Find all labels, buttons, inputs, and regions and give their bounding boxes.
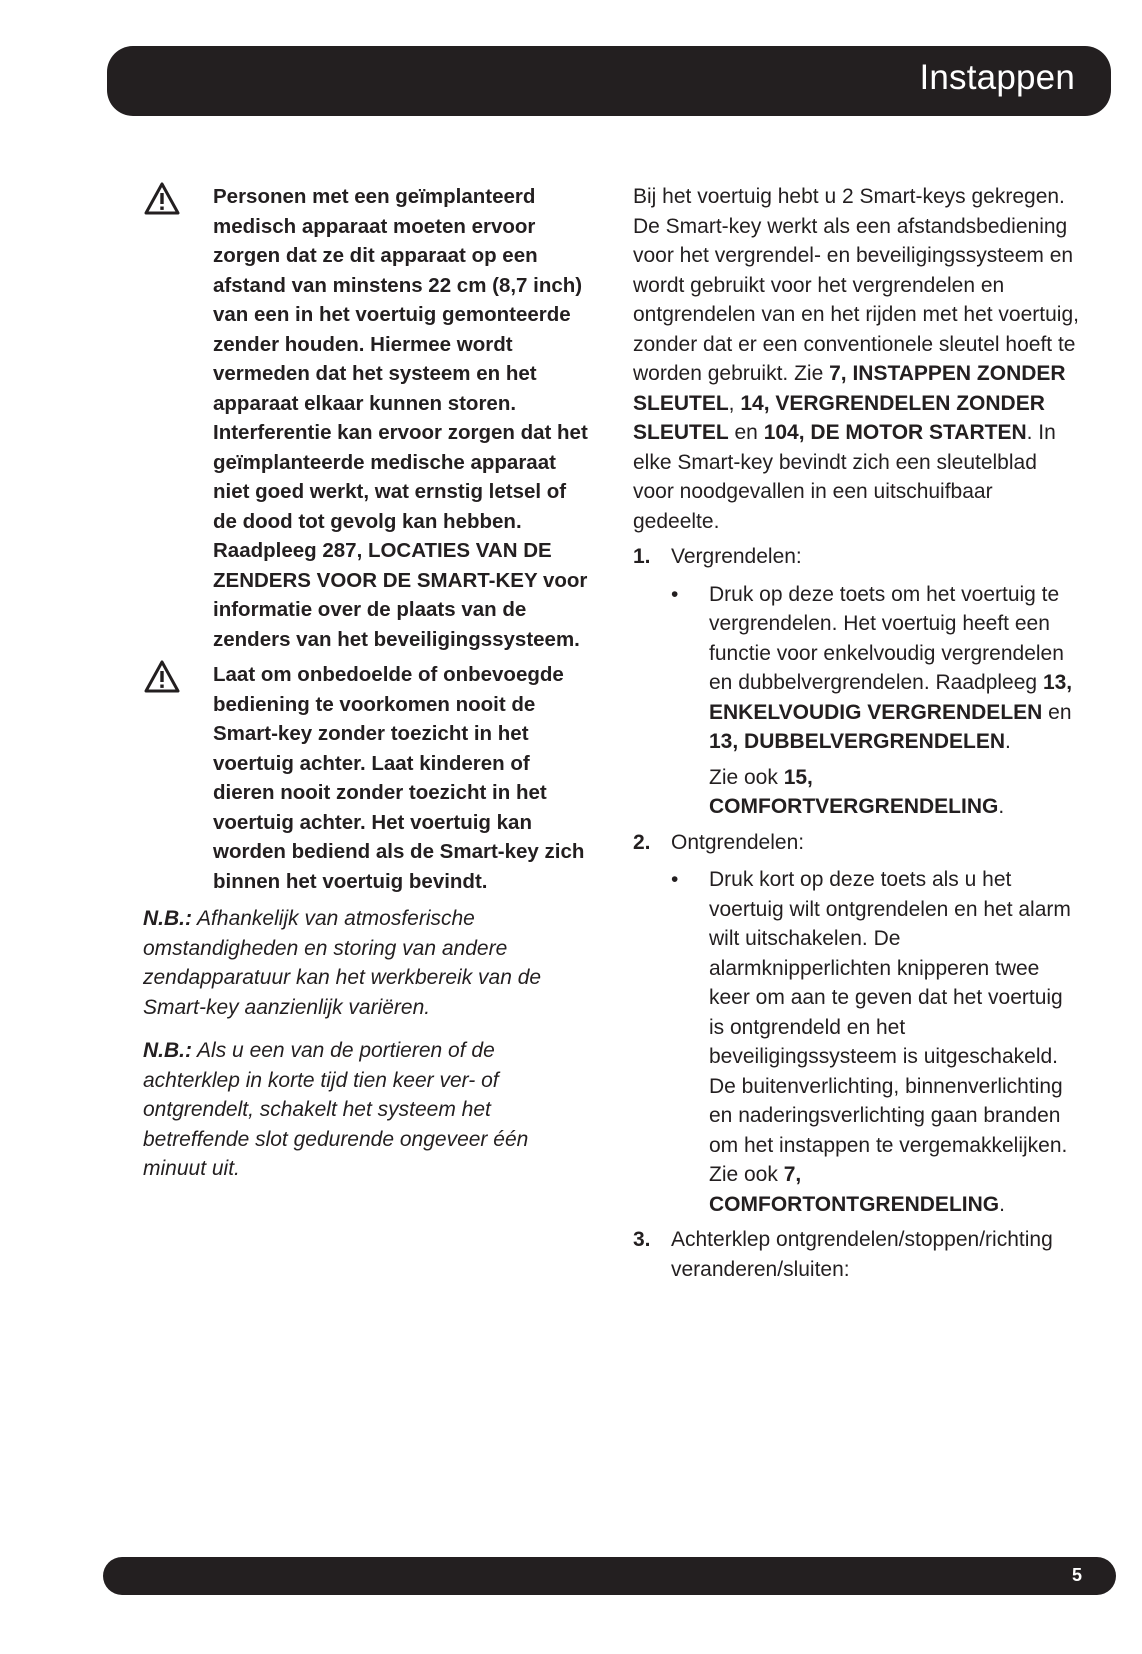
note-label: N.B.: [143, 907, 192, 930]
bullet-icon: • [671, 868, 679, 891]
cross-reference: 7, INSTAPPEN ZONDER SLEUTEL [633, 362, 1066, 415]
bullet-item [671, 580, 1083, 757]
item-title: Ontgrendelen: [671, 830, 805, 854]
intro-text: Bij het voertuig hebt u 2 Smart-keys gekregen. De Smart-key werkt als een afstandsbediening voor het vergrendel- en beveiligingssysteem en wordt gebruikt voor het vergrendelen en ontgrendelen van en het rijden met het voertuig, zonder dat er een conventionele sleutel hoeft te worden gebruikt. Zie [633, 185, 1079, 385]
warning-text: Personen met een geïmplanteerd medisch apparaat moeten ervoor zorgen dat ze dit apparaat op een afstand van minstens 22 cm (8,7 inch) van een in het voertuig gemonteerde zender houden. Hiermee wordt vermeden dat het systeem en het apparaat elkaar kunnen storen. Interferentie kan ervoor zorgen dat het geïmplanteerde medische apparaat niet goed werkt, wat ernstig letsel of de dood tot gevolg kan hebben. Raadpleeg 287, LOCATIES VAN DE ZENDERS VOOR DE SMART-KEY voor informatie over de plaats van de zenders van het beveiligingssysteem. [213, 185, 588, 651]
warning-triangle-icon [143, 659, 181, 695]
item-number: 1. [633, 545, 651, 568]
intro-text: . In elke Smart-key bevindt zich een sleutelblad voor noodgevallen in een uitschuifbaar gedeelte. [633, 421, 1056, 533]
bullet-item [671, 865, 1083, 1219]
cross-reference: 15, COMFORTVERGRENDELING [709, 765, 999, 818]
note-text: Afhankelijk van atmosferische omstandigheden en storing van andere zendapparatuur kan het werkbereik van de Smart-key aanzienlijk variëren. [143, 907, 542, 1019]
note [143, 904, 593, 1022]
cross-reference: 13, ENKELVOUDIG VERGRENDELEN [709, 671, 1073, 724]
bullet-text: . [999, 1192, 1005, 1216]
note-text: Als u een van de portieren of de achterklep in korte tijd tien keer ver- of ontgrendelt, schakelt het systeem het betreffende slot gedurende ongeveer één minuut uit. [143, 1039, 529, 1180]
warning-block [143, 182, 593, 654]
page-number: 5 [1071, 1565, 1082, 1585]
item-title: Achterklep ontgrendelen/stoppen/richting veranderen/sluiten: [671, 1228, 1053, 1281]
bullet-text: Druk kort op deze toets als u het voertuig wilt ontgrendelen en het alarm wilt uitschakelen. De alarmknipperlichten knipperen twee keer om aan te geven dat het voertuig is ontgrendeld en het beveiligingssysteem is uitgeschakeld. De buitenverlichting, binnenverlichting en naderingsverlichting gaan branden om het instappen te vergemakkelijken. Zie ook [709, 868, 1071, 1186]
warning-text: Laat om onbedoelde of onbevoegde bediening te voorkomen nooit de Smart-key zonder toezicht in het voertuig achter. Laat kinderen of dieren nooit zonder toezicht in het voertuig achter. Het voertuig kan worden bediend als de Smart-key zich binnen het voertuig bevindt. [213, 663, 585, 893]
item-number: 3. [633, 1228, 651, 1251]
item-number: 2. [633, 830, 651, 854]
cross-reference: 13, DUBBELVERGRENDELEN [709, 730, 1005, 753]
right-column [633, 182, 1083, 1292]
bullet-text: Druk op deze toets om het voertuig te vergrendelen. Het voertuig heeft een functie voor enkelvoudig vergrendelen en dubbelvergrendelen. Raadpleeg [709, 582, 1064, 694]
list-item [633, 542, 1083, 572]
note [143, 1036, 593, 1184]
list-item [633, 1225, 1083, 1284]
bullet-icon: • [671, 582, 679, 606]
note-label: N.B.: [143, 1039, 192, 1062]
cross-reference: 14, VERGRENDELEN ZONDER SLEUTEL [633, 391, 1045, 444]
intro-text: en [728, 421, 764, 444]
cross-reference: 7, COMFORTONTGRENDELING [709, 1163, 1000, 1216]
bullet-text: en [1042, 700, 1072, 724]
page-title: Instappen [919, 58, 1075, 97]
list-item [633, 828, 1083, 858]
left-column [143, 182, 593, 1184]
bullet-text: . [1005, 730, 1011, 753]
cross-reference: 104, DE MOTOR STARTEN [763, 421, 1027, 444]
header-bar [107, 46, 1111, 116]
warning-block [143, 660, 593, 896]
footer-bar [103, 1557, 1116, 1595]
item-title: Vergrendelen: [671, 545, 802, 568]
see-also-text: . [998, 795, 1005, 818]
see-also [671, 763, 1083, 822]
see-also-text: Zie ook [709, 765, 784, 789]
intro-text: , [728, 391, 741, 415]
warning-triangle-icon [143, 181, 181, 217]
intro-paragraph [633, 182, 1083, 536]
